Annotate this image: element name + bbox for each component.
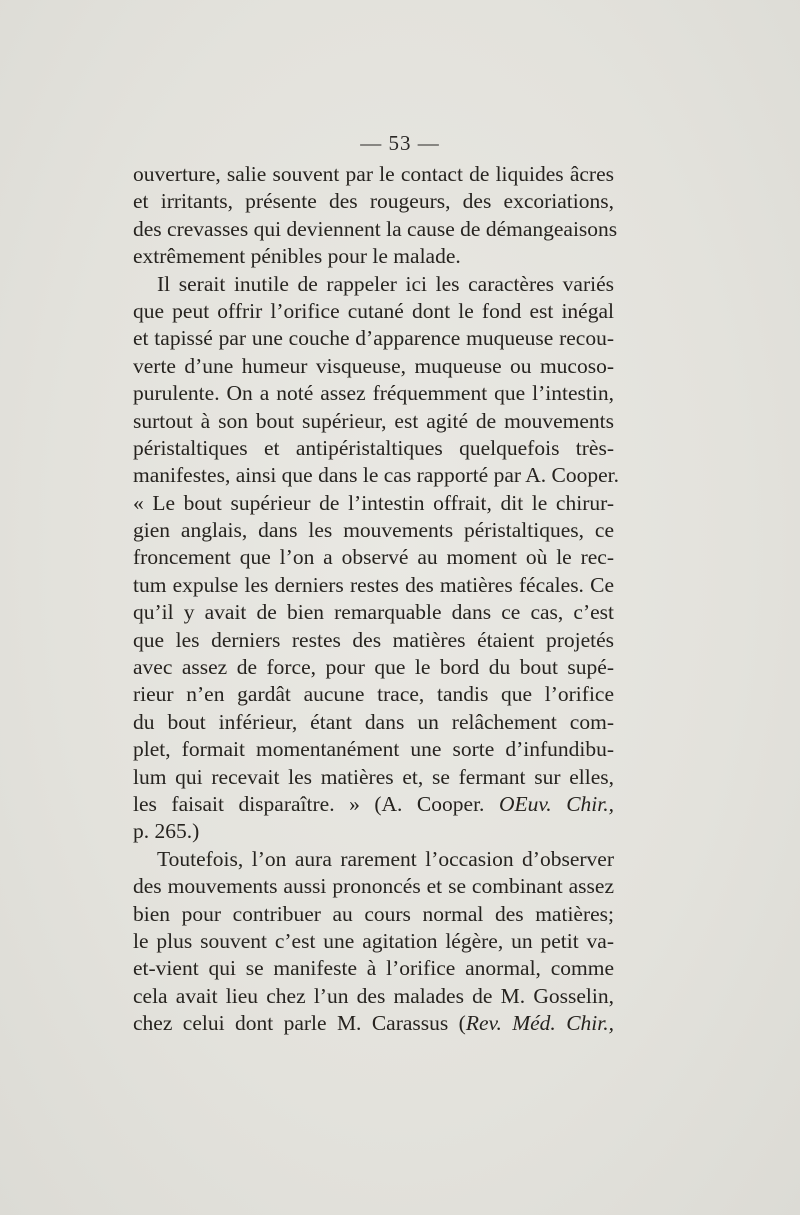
text-line: gien anglais, dans les mouvements péristaltiques, ce	[133, 518, 614, 543]
text-line: rieur n’en gardât aucune trace, tandis que l’orifice	[133, 682, 614, 707]
text-line: ouverture, salie souvent par le contact de liquides âcres	[133, 162, 614, 186]
text-line: verte d’une humeur visqueuse, muqueuse ou mucoso-	[133, 353, 614, 378]
text-line: et-vient qui se manifeste à l’orifice anormal, comme	[133, 956, 614, 981]
text-line: manifestes, ainsi que dans le cas rapporté par A. Cooper.	[133, 463, 619, 488]
text-line: et irritants, présente des rougeurs, des excoriations,	[133, 189, 614, 214]
text-line: que les derniers restes des matières étaient projetés	[133, 627, 614, 652]
text-line: cela avait lieu chez l’un des malades de M. Gosselin,	[133, 983, 614, 1008]
page-number: — 53 —	[360, 131, 440, 155]
text-line: extrêmement pénibles pour le malade.	[133, 244, 461, 269]
text-line-with-citation	[133, 1010, 614, 1037]
italic-citation: OEuv. Chir.,	[498, 791, 615, 816]
text-line: p. 265.)	[133, 819, 200, 844]
text-line: « Le bout supérieur de l’intestin offrait, dit le chirur-	[133, 490, 614, 515]
text-line: plet, formait momentanément une sorte d’infundibu-	[133, 737, 614, 762]
text-line: qu’il y avait de bien remarquable dans ce cas, c’est	[133, 600, 614, 625]
text-line: et tapissé par une couche d’apparence muqueuse recou-	[133, 326, 614, 351]
text-line: tum expulse les derniers restes des matières fécales. Ce	[133, 572, 614, 597]
paragraph-start-line: Toutefois, l’on aura rarement l’occasion d’observer	[157, 846, 614, 871]
text-line-with-citation	[133, 791, 614, 818]
body-text	[133, 161, 619, 1038]
text-line: bien pour contribuer au cours normal des matières;	[133, 901, 614, 926]
text-line: péristaltiques et antipéristaltiques quelquefois très-	[133, 435, 614, 460]
text-line: froncement que l’on a observé au moment où le rec-	[133, 545, 614, 570]
text-line: lum qui recevait les matières et, se fermant sur elles,	[133, 764, 614, 789]
text-line: avec assez de force, pour que le bord du bout supé-	[133, 655, 614, 680]
text-line: surtout à son bout supérieur, est agité de mouvements	[133, 408, 614, 433]
text-line: le plus souvent c’est une agitation légère, un petit va-	[133, 928, 614, 953]
italic-citation: Rev. Méd. Chir.,	[465, 1011, 614, 1036]
text-line: du bout inférieur, étant dans un relâchement com-	[133, 709, 614, 734]
text-line: que peut offrir l’orifice cutané dont le fond est inégal	[133, 298, 614, 323]
text-fragment: chez celui dont parle M. Carassus (	[133, 1011, 466, 1036]
paragraph-start-line: Il serait inutile de rappeler ici les caractères variés	[157, 271, 614, 296]
text-fragment: les faisait disparaître. » (A. Cooper.	[133, 791, 499, 816]
text-line: des mouvements aussi prononcés et se combinant assez	[133, 874, 614, 899]
text-line: des crevasses qui deviennent la cause de démangeaisons	[133, 216, 618, 241]
text-line: purulente. On a noté assez fréquemment que l’intestin,	[133, 381, 614, 406]
